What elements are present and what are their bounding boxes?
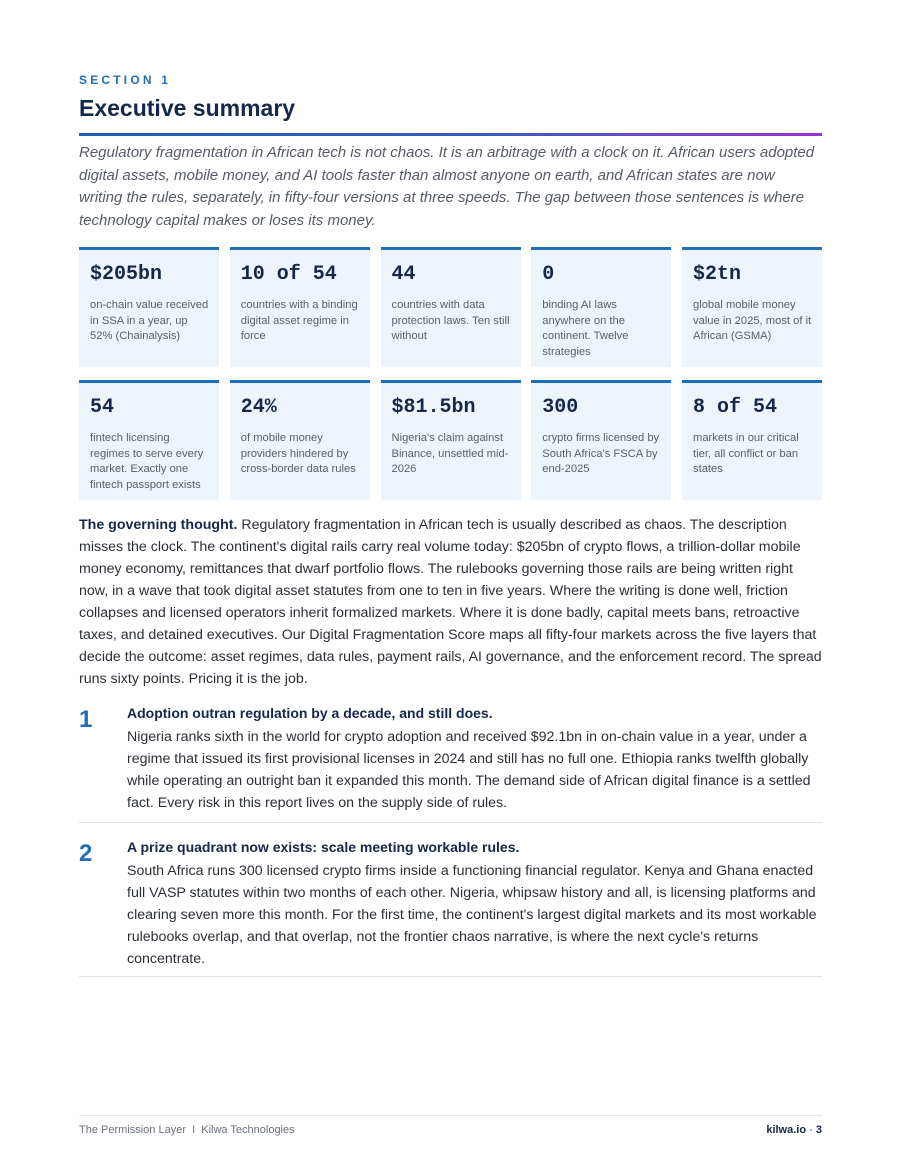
page-footer — [79, 1115, 822, 1146]
stat-description: global mobile money value in 2025, most of it African (GSMA) — [693, 299, 812, 343]
stat-card — [531, 380, 671, 500]
finding-body: South Africa runs 300 licensed crypto firms inside a functioning financial regulator. Kenya and Ghana enacted full VASP statutes within two months of each other. Nigeria, whipsaw history and all, is licensing platforms and clearing seven more this month. For the first time, the continent's largest digital markets and its most workable rulebooks overlap, and that overlap, not the frontier chaos narrative, is where the next cycle's returns concentrate. — [127, 863, 817, 967]
stat-description: binding AI laws anywhere on the continent. Twelve strategies — [542, 299, 629, 358]
finding-item — [79, 838, 822, 977]
stats-row-1 — [79, 247, 822, 367]
stats-row-2 — [79, 380, 822, 500]
stat-value: 10 of 54 — [240, 263, 337, 286]
governing-thought-lead: The governing thought. — [79, 517, 238, 533]
finding-item — [79, 704, 822, 823]
stat-value: 8 of 54 — [693, 396, 778, 419]
stat-description: Nigeria's claim against Binance, unsettled mid-2026 — [391, 432, 509, 476]
stat-description: countries with data protection laws. Ten still without — [391, 299, 510, 343]
finding-heading: A prize quadrant now exists: scale meeting workable rules. — [127, 839, 520, 855]
stat-description: fintech licensing regimes to serve every market. Exactly one fintech passport exists — [90, 432, 204, 491]
stat-description: on-chain value received in SSA in a year, up 52% (Chainalysis) — [90, 299, 209, 343]
stat-value: $2tn — [693, 263, 742, 286]
finding-content — [127, 704, 822, 814]
title-gradient-rule — [79, 133, 822, 136]
stat-card — [531, 247, 671, 367]
stat-description: markets in our critical tier, all conflict or ban states — [693, 432, 799, 476]
stat-card — [682, 380, 822, 500]
footer-page-info — [766, 1124, 822, 1136]
finding-number: 1 — [79, 706, 93, 733]
stat-card — [381, 247, 521, 367]
governing-thought-paragraph — [79, 514, 822, 690]
stat-value: 0 — [542, 263, 555, 286]
governing-thought-text: Regulatory fragmentation in African tech is usually described as chaos. The description misses the clock. The continent's digital rails carry real volume today: $205bn of crypto flows, a trillion-dollar mobile money economy, remittances that dwarf portfolio flows. The rulebooks governing those rails are being written right now, in a wave that took digital asset statutes from one to ten in five years. Where the writing is done well, friction collapses and licensed operators inherit formalized markets. Where it is done badly, capital meets bans, retroactive taxes, and detained executives. Our Digital Fragmentation Score maps all fifty-four markets across the five layers that decide the outcome: asset regimes, data rules, payment rails, AI governance, and the enforcement record. The spread runs sixty points. Pricing it is the job. — [79, 517, 822, 687]
stat-description: countries with a binding digital asset regime in force — [240, 299, 358, 343]
stat-card — [79, 380, 219, 500]
stat-card — [682, 247, 822, 367]
footer-separator: · — [809, 1124, 813, 1136]
section-label: SECTION 1 — [79, 73, 172, 87]
stat-card — [230, 247, 370, 367]
stat-value: $81.5bn — [391, 396, 476, 419]
finding-heading: Adoption outran regulation by a decade, and still does. — [127, 705, 493, 721]
stat-value: 54 — [90, 396, 115, 419]
footer-site-link[interactable]: kilwa.io — [766, 1124, 807, 1136]
footer-publication: The Permission Layer I Kilwa Technologies — [79, 1124, 295, 1136]
stat-description: of mobile money providers hindered by cross-border data rules — [240, 432, 356, 476]
stat-card — [381, 380, 521, 500]
lede-paragraph: Regulatory fragmentation in African tech is not chaos. It is an arbitrage with a clock on it. African users adopted digital assets, mobile money, and AI tools faster than almost anyone on earth, and African states are now writing the rules, separately, in fifty-four versions at three speeds. The gap between those sentences is where technology capital makes or loses its money. — [79, 144, 815, 229]
stat-description: crypto firms licensed by South Africa's FSCA by end-2025 — [542, 432, 660, 476]
stat-value: 44 — [391, 263, 416, 286]
finding-number: 2 — [79, 840, 93, 867]
finding-body: Nigeria ranks sixth in the world for crypto adoption and received $92.1bn in on-chain value in a year, under a regime that issued its first provisional licenses in 2024 and still has no full one. Ethiopia ranks twelfth globally while operating an outright ban it expanded this month. The demand side of African digital finance is a settled fact. Every risk in this report lives on the supply side of rules. — [127, 729, 811, 811]
stat-value: $205bn — [90, 263, 163, 286]
stat-card — [230, 380, 370, 500]
finding-content — [127, 838, 822, 970]
stat-value: 24% — [240, 396, 277, 419]
stat-value: 300 — [542, 396, 579, 419]
stat-card — [79, 247, 219, 367]
page-title: Executive summary — [79, 95, 296, 121]
footer-page-number: 3 — [815, 1124, 822, 1136]
